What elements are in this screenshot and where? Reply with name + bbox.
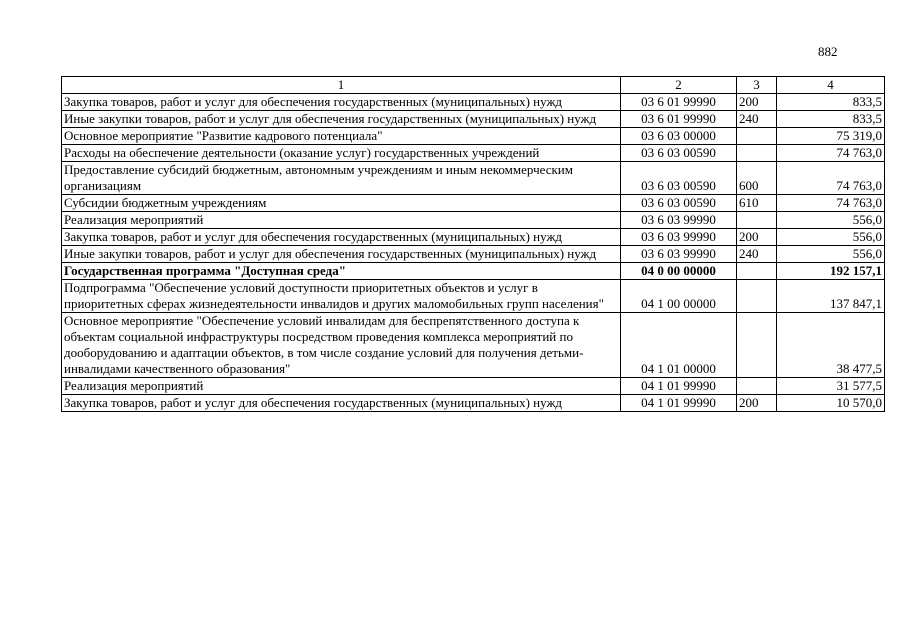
budget-table: [61, 76, 885, 412]
row-name-cell: Государственная программа "Доступная среда": [62, 263, 621, 280]
row-name-cell: Подпрограмма "Обеспечение условий доступности приоритетных объектов и услуг в приоритетных сферах жизнедеятельности инвалидов и других маломобильных групп населения": [62, 280, 621, 313]
table-row: [62, 313, 885, 378]
row-sum-cell: 75 319,0: [777, 128, 885, 145]
row-type-cell: [737, 145, 777, 162]
row-type-cell: 600: [737, 162, 777, 195]
row-code-cell: 03 6 03 00000: [621, 128, 737, 145]
column-header-code: 2: [621, 77, 737, 94]
row-type-cell: 200: [737, 395, 777, 412]
row-code-cell: 04 1 01 99990: [621, 378, 737, 395]
table-row: [62, 128, 885, 145]
table-row: [62, 229, 885, 246]
row-sum-cell: 74 763,0: [777, 195, 885, 212]
row-sum-cell: 74 763,0: [777, 162, 885, 195]
row-type-cell: 240: [737, 246, 777, 263]
row-name-cell: Реализация мероприятий: [62, 378, 621, 395]
page-number: 882: [818, 44, 838, 59]
row-name-cell: Закупка товаров, работ и услуг для обеспечения государственных (муниципальных) нужд: [62, 395, 621, 412]
row-sum-cell: 192 157,1: [777, 263, 885, 280]
table-row: [62, 246, 885, 263]
row-type-cell: 240: [737, 111, 777, 128]
column-header-type: 3: [737, 77, 777, 94]
row-sum-cell: 833,5: [777, 94, 885, 111]
table-row: [62, 378, 885, 395]
row-name-cell: Иные закупки товаров, работ и услуг для обеспечения государственных (муниципальных) нужд: [62, 111, 621, 128]
row-code-cell: 03 6 03 99990: [621, 212, 737, 229]
row-name-cell: Иные закупки товаров, работ и услуг для обеспечения государственных (муниципальных) нужд: [62, 246, 621, 263]
column-header-name: 1: [62, 77, 621, 94]
row-sum-cell: 833,5: [777, 111, 885, 128]
row-code-cell: 03 6 03 99990: [621, 229, 737, 246]
table-row: [62, 280, 885, 313]
table-row: [62, 263, 885, 280]
row-sum-cell: 556,0: [777, 212, 885, 229]
row-name-cell: Предоставление субсидий бюджетным, автономным учреждениям и иным некоммерческим организациям: [62, 162, 621, 195]
row-code-cell: 04 1 00 00000: [621, 280, 737, 313]
row-sum-cell: 556,0: [777, 229, 885, 246]
row-code-cell: 03 6 01 99990: [621, 111, 737, 128]
row-name-cell: Реализация мероприятий: [62, 212, 621, 229]
table-row: [62, 212, 885, 229]
row-sum-cell: 10 570,0: [777, 395, 885, 412]
table-row: [62, 111, 885, 128]
row-sum-cell: 556,0: [777, 246, 885, 263]
row-code-cell: 03 6 01 99990: [621, 94, 737, 111]
row-sum-cell: 137 847,1: [777, 280, 885, 313]
table-row: [62, 145, 885, 162]
row-name-cell: Основное мероприятие "Развитие кадрового потенциала": [62, 128, 621, 145]
row-sum-cell: 31 577,5: [777, 378, 885, 395]
row-code-cell: 03 6 03 00590: [621, 162, 737, 195]
row-name-cell: Расходы на обеспечение деятельности (оказание услуг) государственных учреждений: [62, 145, 621, 162]
row-type-cell: [737, 128, 777, 145]
table-row: [62, 94, 885, 111]
row-code-cell: 03 6 03 00590: [621, 145, 737, 162]
row-type-cell: 200: [737, 229, 777, 246]
row-type-cell: [737, 263, 777, 280]
row-type-cell: 200: [737, 94, 777, 111]
row-type-cell: [737, 313, 777, 378]
row-code-cell: 03 6 03 00590: [621, 195, 737, 212]
table-row: [62, 195, 885, 212]
row-type-cell: [737, 378, 777, 395]
row-sum-cell: 38 477,5: [777, 313, 885, 378]
row-name-cell: Субсидии бюджетным учреждениям: [62, 195, 621, 212]
table-row: [62, 395, 885, 412]
table-row: [62, 162, 885, 195]
header-row: [62, 77, 885, 94]
row-sum-cell: 74 763,0: [777, 145, 885, 162]
row-name-cell: Основное мероприятие "Обеспечение условий инвалидам для беспрепятственного доступа к объектам социальной инфраструктуры посредством проведения комплекса мероприятий по дооборудованию и адаптации объектов, в том числе создание условий для получения детьми-инвалидами качественного образования": [62, 313, 621, 378]
row-code-cell: 04 0 00 00000: [621, 263, 737, 280]
column-header-sum: 4: [777, 77, 885, 94]
row-type-cell: [737, 212, 777, 229]
row-name-cell: Закупка товаров, работ и услуг для обеспечения государственных (муниципальных) нужд: [62, 229, 621, 246]
row-code-cell: 04 1 01 00000: [621, 313, 737, 378]
row-name-cell: Закупка товаров, работ и услуг для обеспечения государственных (муниципальных) нужд: [62, 94, 621, 111]
row-code-cell: 03 6 03 99990: [621, 246, 737, 263]
row-code-cell: 04 1 01 99990: [621, 395, 737, 412]
row-type-cell: 610: [737, 195, 777, 212]
row-type-cell: [737, 280, 777, 313]
